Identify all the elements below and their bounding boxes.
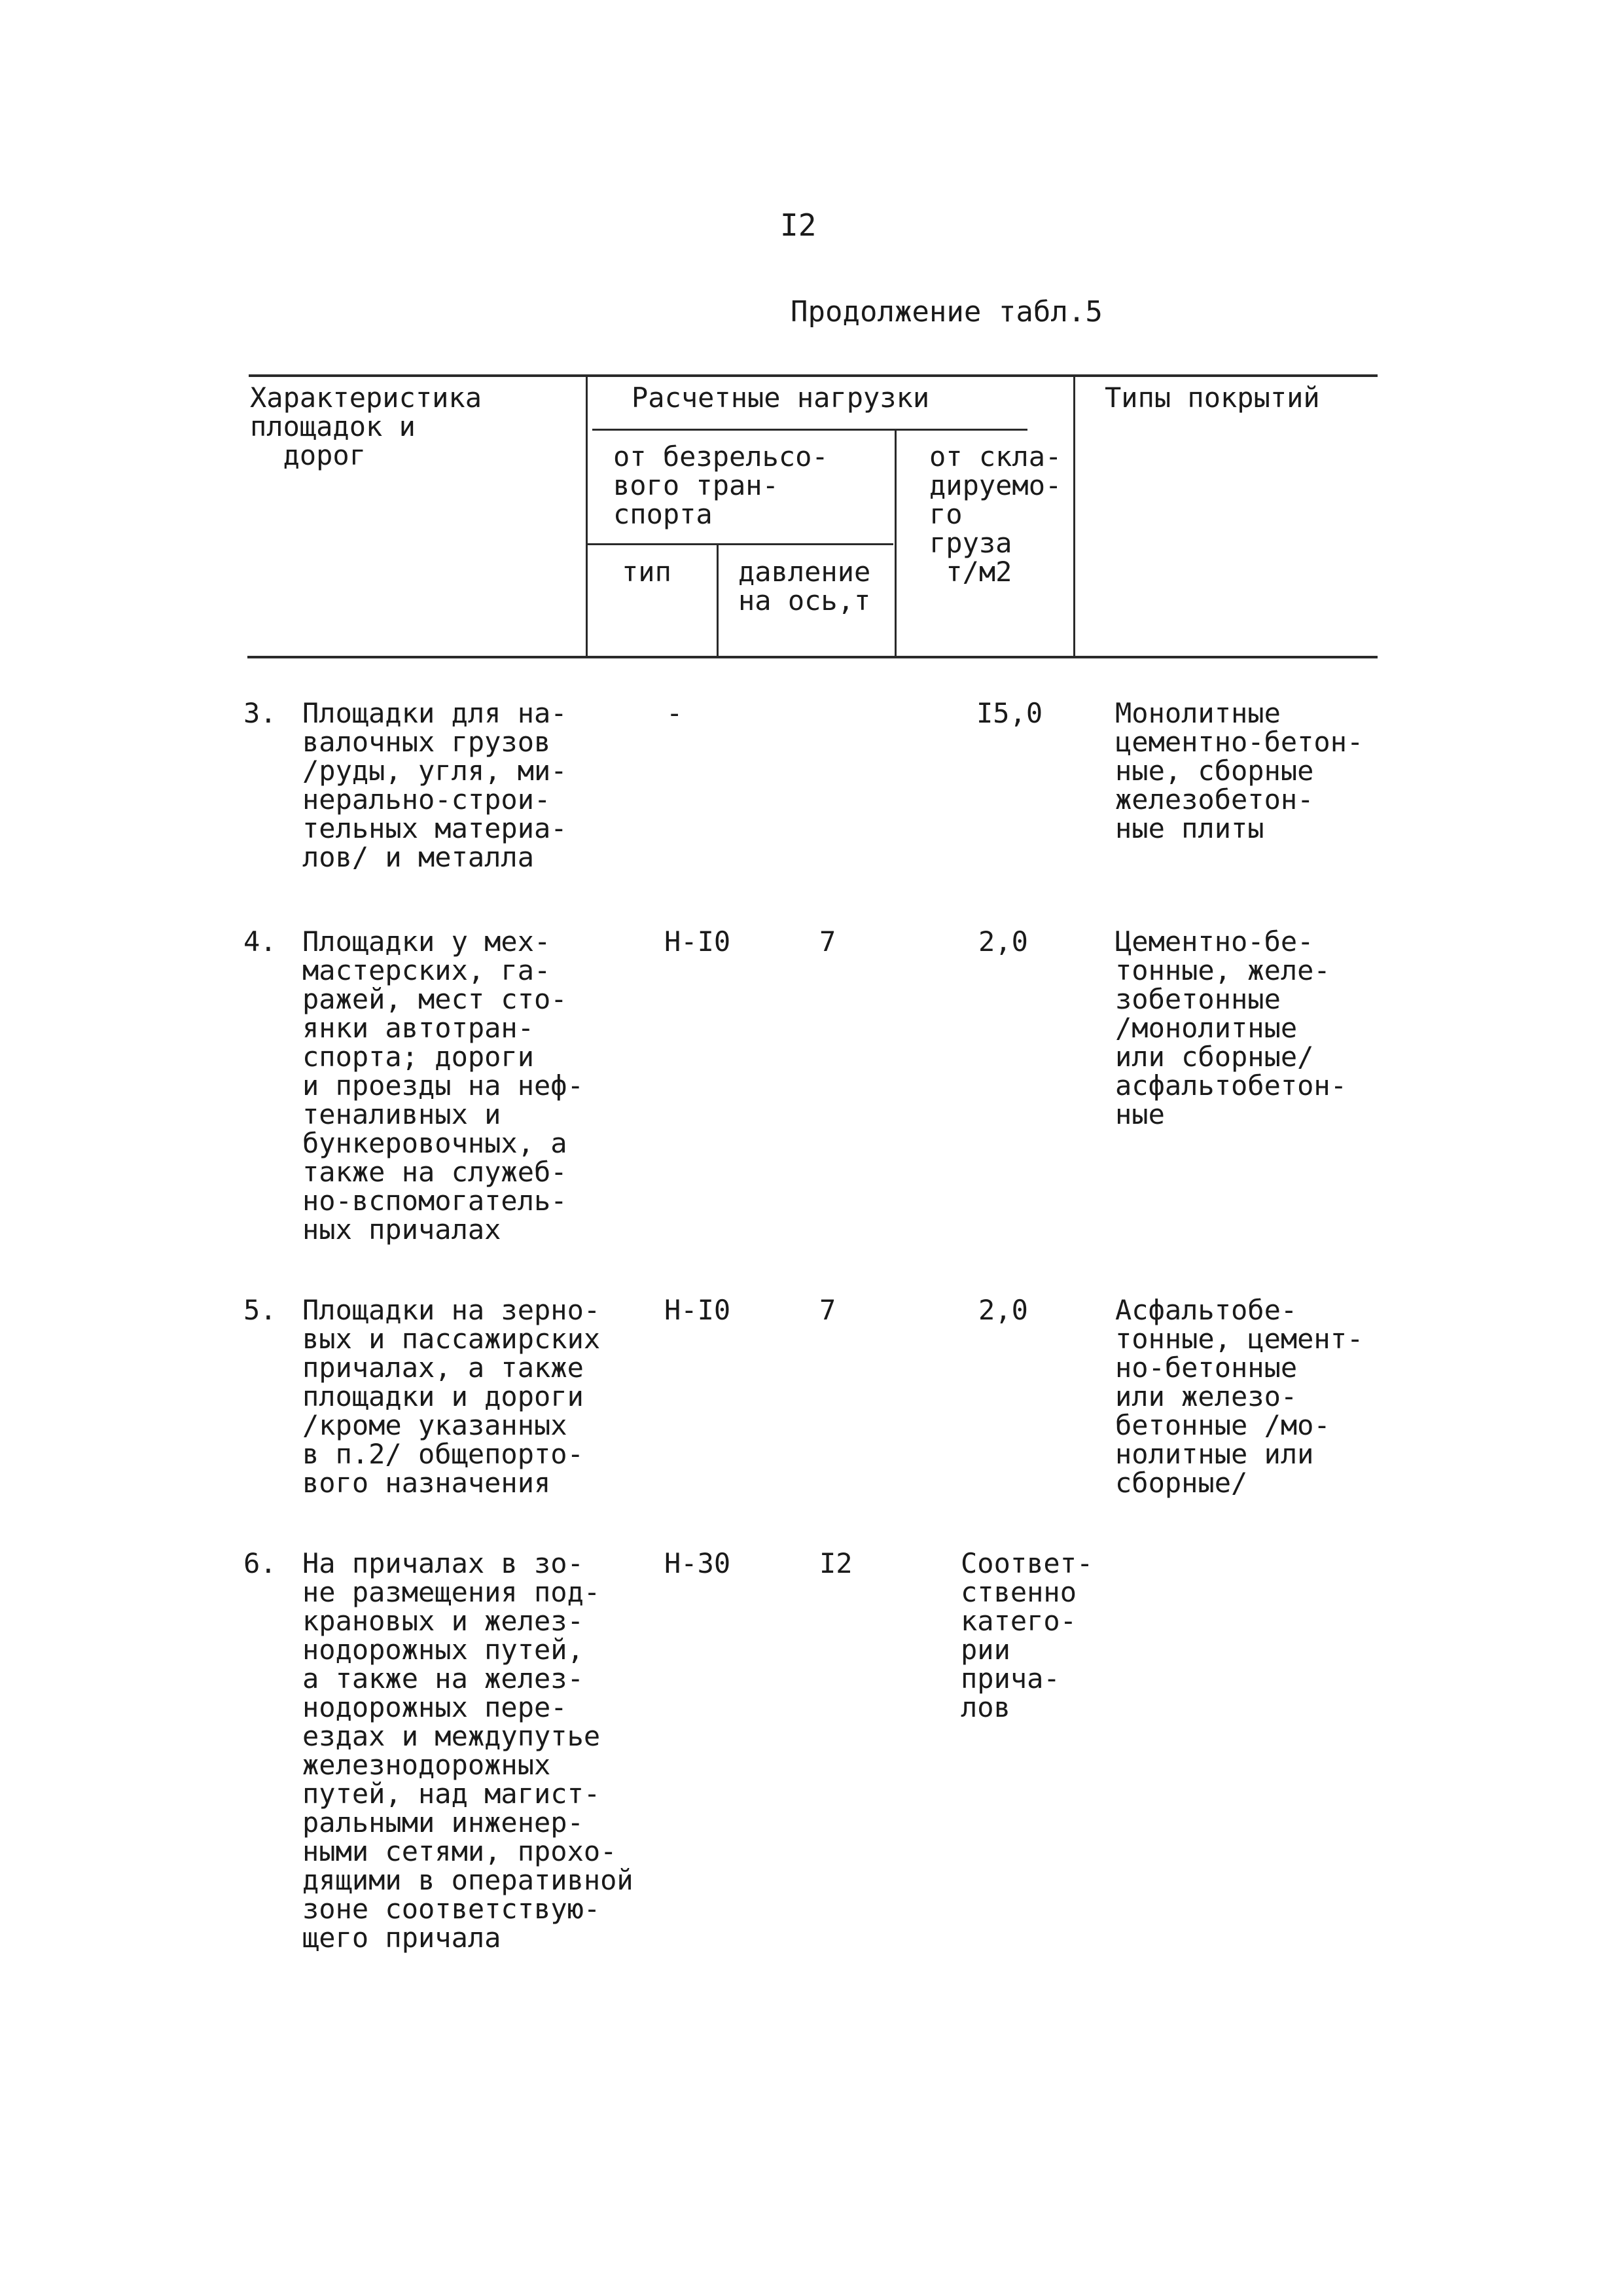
row-coating: Цементно-бе- тонные, желе- зобетонные /монолитные или сборные/ асфальтобетон- ные [1115,925,1347,1130]
header-axle-pressure: давление на ось,т [738,556,871,617]
row-cargo-load: I5,0 [976,697,1043,729]
row-cargo-load: Соответ- ственно катего- рии прича- лов [961,1547,1094,1723]
column-divider [717,543,719,658]
header-design-loads: Расчетные нагрузки [632,382,930,414]
subheader-rule [588,543,893,545]
header-coating-types: Типы покрытий [1105,382,1320,414]
header-type: тип [622,556,671,588]
header-stored-cargo: от скла- дируемо- го груза т/м2 [929,440,1062,588]
row-number: 3. [243,697,277,729]
row-characteristic: Площадки для на- валочных грузов /руды, угля, ми- нерально-строи- тельных материа- лов/ и металла [302,697,567,873]
row-type: Н-30 [664,1547,731,1579]
row-cargo-load: 2,0 [978,925,1028,958]
row-number: 4. [243,925,277,958]
column-divider [1073,376,1075,658]
row-axle-pressure: 7 [819,1294,836,1326]
table-top-rule [249,374,1378,377]
row-number: 5. [243,1294,277,1326]
row-characteristic: Площадки на зерно- вых и пассажирских причалах, а также площадки и дороги /кроме указанных в п.2/ общепорто- вого назначения [302,1294,601,1499]
subheader-rule [592,429,1027,431]
page-number: I2 [780,207,817,243]
column-divider [895,429,897,658]
row-cargo-load: 2,0 [978,1294,1028,1326]
header-characteristic: Характеристика площадок и дорог [250,382,482,471]
header-trackless-transport: от безрельсо- вого тран- спорта [613,440,829,530]
row-characteristic: Площадки у мех- мастерских, га- ражей, мест сто- янки автотран- спорта; дороги и проезды на неф- теналивных и бункеровочных, а также на служеб- но-вспомогатель- ных причалах [302,925,584,1246]
table-caption: Продолжение табл.5 [791,295,1103,329]
row-axle-pressure: 7 [819,925,836,958]
row-type: Н-I0 [664,1294,731,1326]
row-coating: Асфальтобе- тонные, цемент- но-бетонные или железо- бетонные /мо- нолитные или сборные/ [1115,1294,1364,1499]
row-characteristic: На причалах в зо- не размещения под- крановых и желез- нодорожных путей, а также на желез- нодорожных пере- ездах и междупутье железнодорожных путей, над магист- ральными инженер- ными сетями, прохо- дящими в оперативной зоне соответствую- щего причала [302,1547,633,1954]
row-type: - [666,697,683,729]
row-coating: Монолитные цементно-бетон- ные, сборные железобетон- ные плиты [1115,697,1364,844]
column-divider [586,376,588,658]
header-bottom-rule [247,656,1378,658]
row-axle-pressure: I2 [819,1547,853,1579]
row-type: Н-I0 [664,925,731,958]
row-number: 6. [243,1547,277,1579]
